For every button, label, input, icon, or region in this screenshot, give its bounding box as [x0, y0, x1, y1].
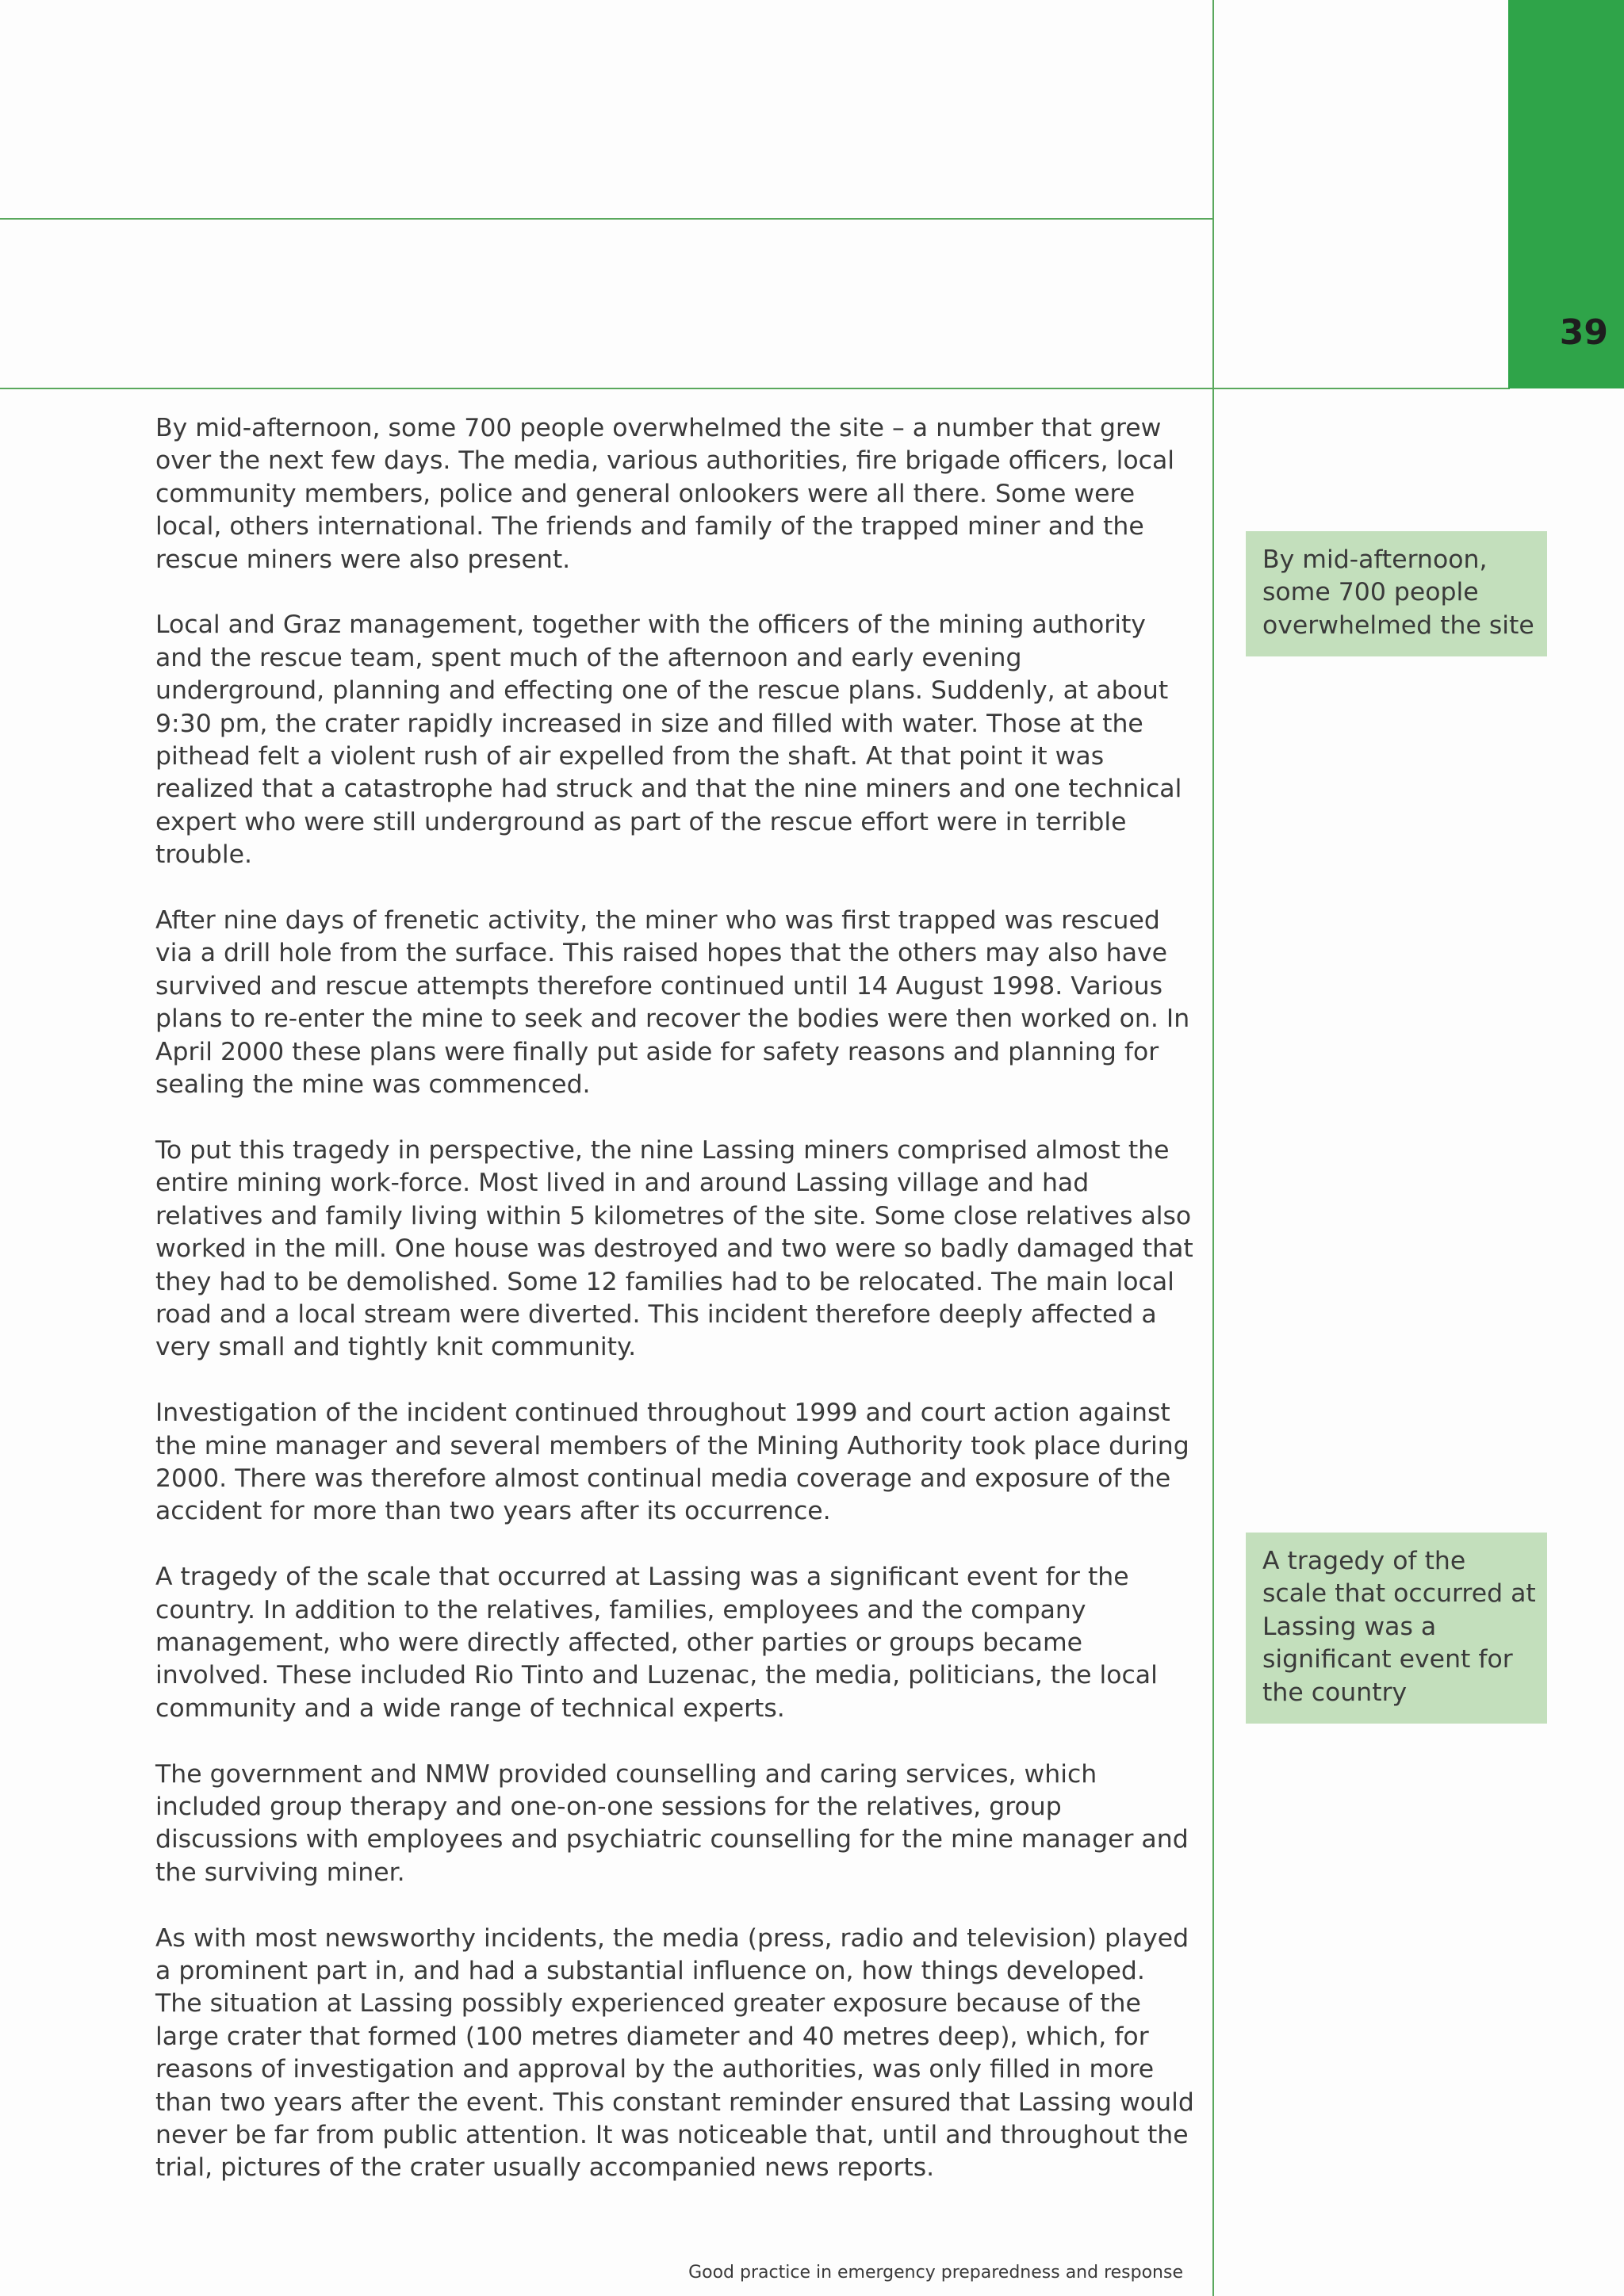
article-body: [155, 412, 1194, 2218]
pull-quote: A tragedy of the scale that occurred at Lassing was a significant event for the country: [1246, 1533, 1547, 1724]
paragraph: A tragedy of the scale that occurred at Lassing was a significant event for the country. In addition to the relatives, families, employees and the company management, who were directly affected, other parties or groups became involved. These included Rio Tinto and Luzenac, the media, politicians, the local community and a wide range of technical experts.: [155, 1563, 1158, 1723]
paragraph: Local and Graz management, together with the officers of the mining authority and the rescue team, spent much of the afternoon and early evening underground, planning and effecting one of the rescue plans. Suddenly, at about 9:30 pm, the crater rapidly increased in size and filled with water. Those at the pithead felt a violent rush of air expelled from the shaft. At that point it was realized that a catastrophe had struck and that the nine miners and one technical expert who were still underground as part of the rescue effort were in terrible trouble.: [155, 610, 1182, 870]
header-rule: [0, 388, 1510, 389]
column-divider: [1212, 0, 1214, 2296]
top-rule: [0, 218, 1214, 220]
paragraph: As with most newsworthy incidents, the media (press, radio and television) played a prominent part in, and had a substantial influence on, how things developed. The situation at Lassing possibly experienced greater exposure because of the large crater that formed (100 metres diameter and 40 metres deep), which, for reasons of investigation and approval by the authorities, was only filled in more than two years after the event. This constant reminder ensured that Lassing would never be far from public attention. It was noticeable that, until and throughout the trial, pictures of the crater usually accompanied news reports.: [155, 1923, 1194, 2183]
paragraph: Investigation of the incident continued throughout 1999 and court action against the mine manager and several members of the Mining Authority took place during 2000. There was therefore almost continual media coverage and exposure of the accident for more than two years after its occurrence.: [155, 1399, 1189, 1526]
page-number: 39: [1559, 312, 1608, 353]
paragraph: The government and NMW provided counselling and caring services, which included group therapy and one-on-one sessions for the relatives, group discussions with employees and psychiatric counselling for the mine manager and the surviving miner.: [155, 1759, 1189, 1887]
page-tab: [1508, 0, 1624, 388]
paragraph: To put this tragedy in perspective, the nine Lassing miners comprised almost the entire mining work-force. Most lived in and around Lassing village and had relatives and family living within 5 kilometres of the site. Some close relatives also worked in the mill. One house was destroyed and two were so badly damaged that they had to be demolished. Some 12 families had to be relocated. The main local road and a local stream were diverted. This incident therefore deeply affected a very small and tightly knit community.: [155, 1135, 1193, 1362]
pull-quote: By mid-afternoon, some 700 people overwhelmed the site: [1246, 531, 1547, 656]
paragraph: By mid-afternoon, some 700 people overwhelmed the site – a number that grew over the next few days. The media, various authorities, fire brigade officers, local community members, police and general onlookers were all there. Some were local, others international. The friends and family of the trapped miner and the rescue miners were also present.: [155, 414, 1174, 574]
page-footer: Good practice in emergency preparedness and response: [688, 2263, 1183, 2283]
paragraph: After nine days of frenetic activity, the miner who was first trapped was rescued via a drill hole from the surface. This raised hopes that the others may also have survived and rescue attempts therefore continued until 14 August 1998. Various plans to re-enter the mine to seek and recover the bodies were then worked on. In April 2000 these plans were finally put aside for safety reasons and planning for sealing the mine was commenced.: [155, 906, 1190, 1100]
